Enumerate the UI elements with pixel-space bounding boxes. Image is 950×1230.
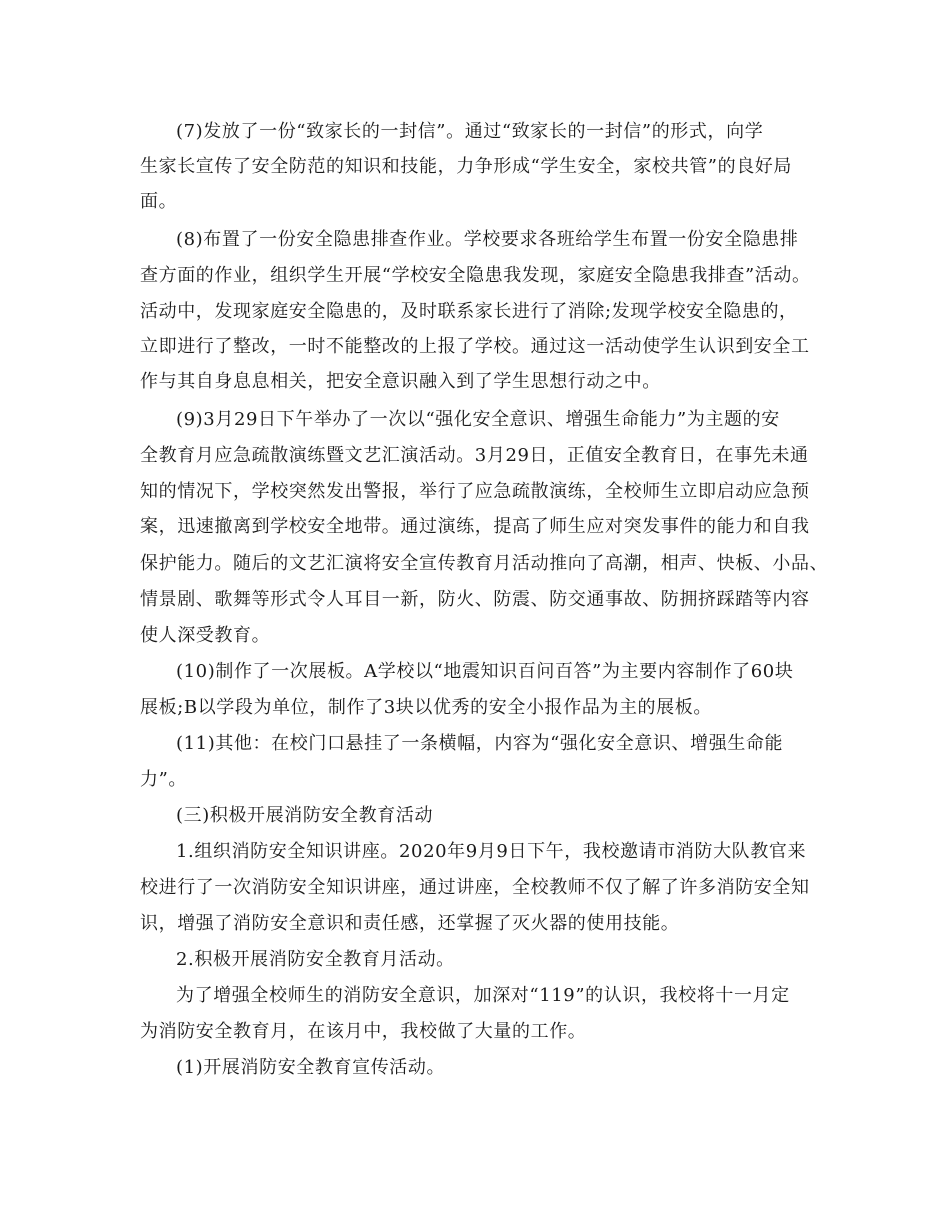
text-line: (10)制作了一次展板。A学校以“地震知识百问百答”为主要内容制作了60块: [176, 661, 794, 682]
text-line: 为消防安全教育月，在该月中，我校做了大量的工作。: [140, 1021, 587, 1042]
text-line: 知的情况下，学校突然发出警报，举行了应急疏散演练，全校师生立即启动应急预: [140, 481, 810, 502]
text-line: (9)3月29日下午举办了一次以“强化安全意识、增强生命能力”为主题的安: [176, 409, 780, 430]
text-line: 校进行了一次消防安全知识讲座，通过讲座，全校教师不仅了解了许多消防安全知: [140, 877, 810, 898]
text-line: 为了增强全校师生的消防安全意识，加深对“119”的认识，我校将十一月定: [176, 985, 790, 1006]
text-line: 展板;B以学段为单位，制作了3块以优秀的安全小报作品为主的展板。: [140, 697, 712, 718]
text-line: 立即进行了整改，一时不能整改的上报了学校。通过这一活动使学生认识到安全工: [140, 336, 810, 357]
text-line: (7)发放了一份“致家长的一封信”。通过“致家长的一封信”的形式，向学: [176, 121, 764, 142]
section-heading: (三)积极开展消防安全教育活动: [176, 805, 434, 826]
text-line: 活动中，发现家庭安全隐患的，及时联系家长进行了消除;发现学校安全隐患的，: [140, 301, 798, 322]
text-line: 保护能力。随后的文艺汇演将安全宣传教育月活动推向了高潮，相声、快板、小品、: [140, 553, 829, 574]
text-line: 案，迅速撤离到学校安全地带。通过演练，提高了师生应对突发事件的能力和自我: [140, 516, 810, 537]
text-line: 力”。: [140, 769, 188, 790]
text-line: (11)其他：在校门口悬挂了一条横幅，内容为“强化安全意识、增强生命能: [176, 733, 784, 754]
text-line: 面。: [140, 191, 178, 212]
text-line: 2.积极开展消防安全教育月活动。: [176, 949, 455, 970]
text-line: 生家长宣传了安全防范的知识和技能，力争形成“学生安全，家校共管”的良好局: [140, 156, 793, 177]
text-line: 情景剧、歌舞等形式令人耳目一新，防火、防震、防交通事故、防拥挤踩踏等内容: [140, 589, 810, 610]
text-line: 使人深受教育。: [140, 625, 271, 646]
text-line: 识，增强了消防安全意识和责任感，还掌握了灭火器的使用技能。: [140, 913, 680, 934]
text-line: (8)布置了一份安全隐患排查作业。学校要求各班给学生布置一份安全隐患排: [176, 229, 799, 250]
text-line: 1.组织消防安全知识讲座。2020年9月9日下午，我校邀请市消防大队教官来: [176, 841, 807, 862]
text-line: 查方面的作业，组织学生开展“学校安全隐患我发现，家庭安全隐患我排查”活动。: [140, 265, 811, 286]
text-line: 全教育月应急疏散演练暨文艺汇演活动。3月29日，正值安全教育日，在事先未通: [140, 445, 809, 466]
text-line: (1)开展消防安全教育宣传活动。: [176, 1057, 446, 1078]
text-line: 作与其自身息息相关，把安全意识融入到了学生思想行动之中。: [140, 371, 661, 392]
